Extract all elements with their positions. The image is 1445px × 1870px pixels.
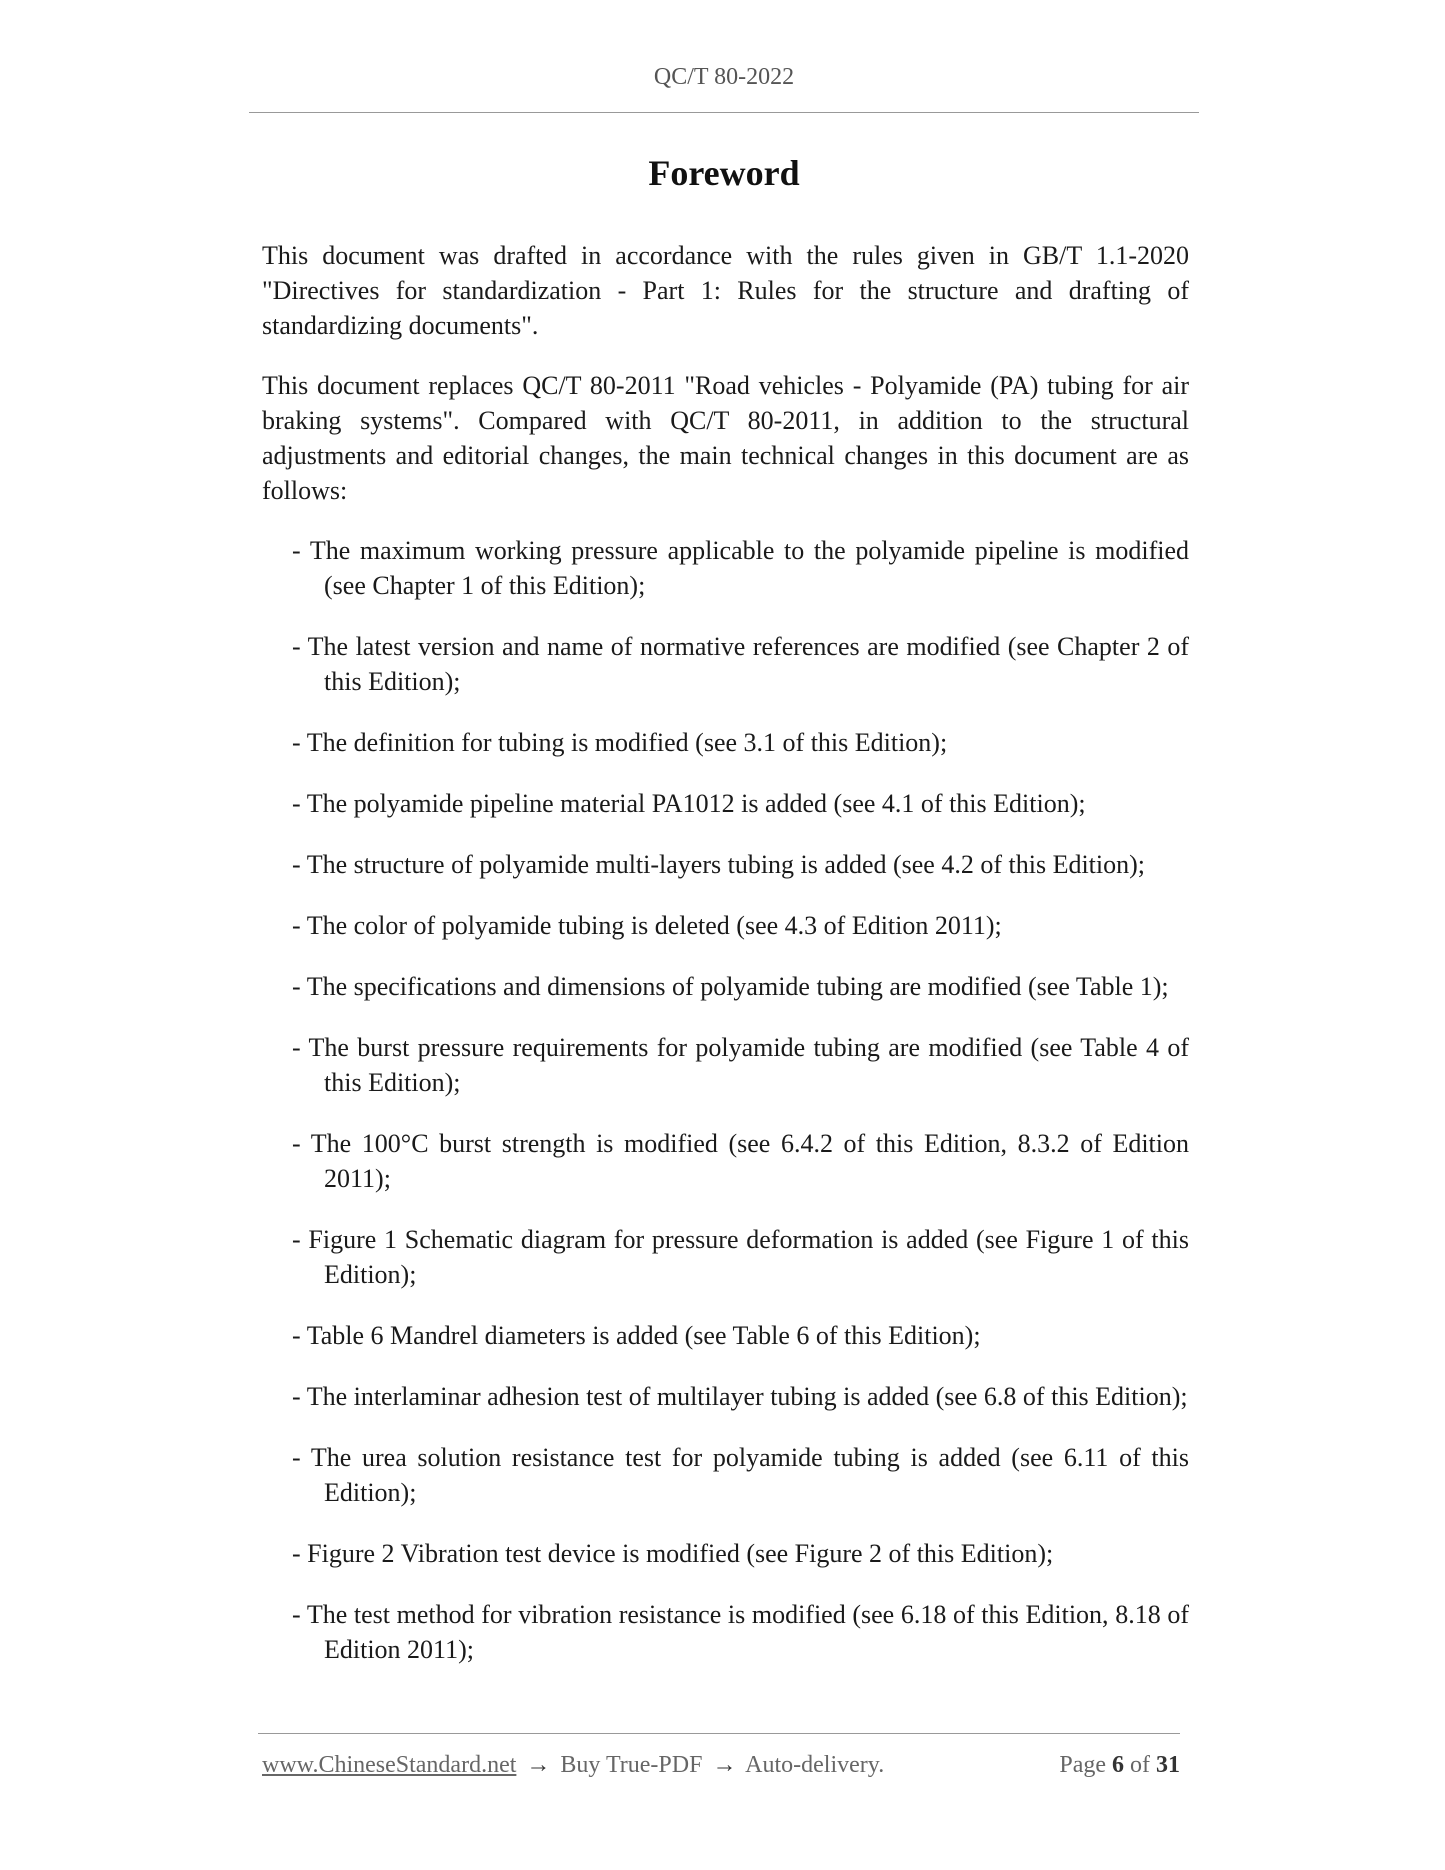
list-item: - The definition for tubing is modified (see 3.1 of this Edition); — [292, 728, 948, 757]
paragraph-replacement: This document replaces QC/T 80-2011 "Road vehicles - Polyamide (PA) tubing for air braking systems". Compared with QC/T 80-2011, in addition to the structural adjustments and editorial changes, the main technical changes in this document are as follows: — [262, 371, 1189, 505]
list-item: - The burst pressure requirements for polyamide tubing are modified (see Table 4 of this Edition); — [292, 1033, 1189, 1097]
current-page-number: 6 — [1112, 1752, 1124, 1778]
list-item: - The polyamide pipeline material PA1012 is added (see 4.1 of this Edition); — [292, 789, 1086, 818]
list-item: - Table 6 Mandrel diameters is added (see Table 6 of this Edition); — [292, 1321, 981, 1350]
list-item: - The color of polyamide tubing is deleted (see 4.3 of Edition 2011); — [292, 911, 1002, 940]
auto-delivery-label: Auto-delivery. — [745, 1752, 885, 1778]
foreword-body — [262, 238, 1189, 1693]
page-indicator — [1059, 1752, 1180, 1779]
buy-true-pdf-label: Buy True-PDF — [560, 1752, 703, 1778]
list-item: - The maximum working pressure applicable to the polyamide pipeline is modified (see Chapter 1 of this Edition); — [292, 536, 1189, 600]
arrow-right-icon: → — [526, 1752, 551, 1778]
list-item: - The 100°C burst strength is modified (see 6.4.2 of this Edition, 8.3.2 of Edition 2011); — [292, 1129, 1189, 1193]
list-item: - The specifications and dimensions of polyamide tubing are modified (see Table 1); — [292, 972, 1169, 1001]
paragraph-drafting-rules: This document was drafted in accordance with the rules given in GB/T 1.1-2020 "Directives for standardization - Part 1: Rules for the structure and drafting of standardizing documents". — [262, 241, 1189, 340]
list-item: - The urea solution resistance test for polyamide tubing is added (see 6.11 of this Edition); — [292, 1443, 1189, 1507]
technical-changes-list — [262, 533, 1189, 1667]
arrow-right-icon: → — [712, 1752, 737, 1778]
list-item: - The test method for vibration resistance is modified (see 6.18 of this Edition, 8.18 of Edition 2011); — [292, 1600, 1189, 1664]
page-label: Page — [1059, 1752, 1106, 1778]
footer-promo — [262, 1752, 884, 1779]
site-link[interactable]: www.ChineseStandard.net — [262, 1752, 517, 1778]
footer-divider — [258, 1733, 1180, 1734]
page-title: Foreword — [648, 153, 800, 193]
page-header-doc-code: QC/T 80-2022 — [653, 64, 795, 90]
list-item: - The latest version and name of normative references are modified (see Chapter 2 of this Edition); — [292, 632, 1189, 696]
list-item: - Figure 1 Schematic diagram for pressure deformation is added (see Figure 1 of this Edition); — [292, 1225, 1189, 1289]
list-item: - Figure 2 Vibration test device is modified (see Figure 2 of this Edition); — [292, 1539, 1054, 1568]
list-item: - The interlaminar adhesion test of multilayer tubing is added (see 6.8 of this Edition); — [292, 1382, 1188, 1411]
header-divider — [249, 112, 1199, 113]
of-label: of — [1130, 1752, 1150, 1778]
list-item: - The structure of polyamide multi-layers tubing is added (see 4.2 of this Edition); — [292, 850, 1145, 879]
total-page-number: 31 — [1156, 1752, 1180, 1778]
